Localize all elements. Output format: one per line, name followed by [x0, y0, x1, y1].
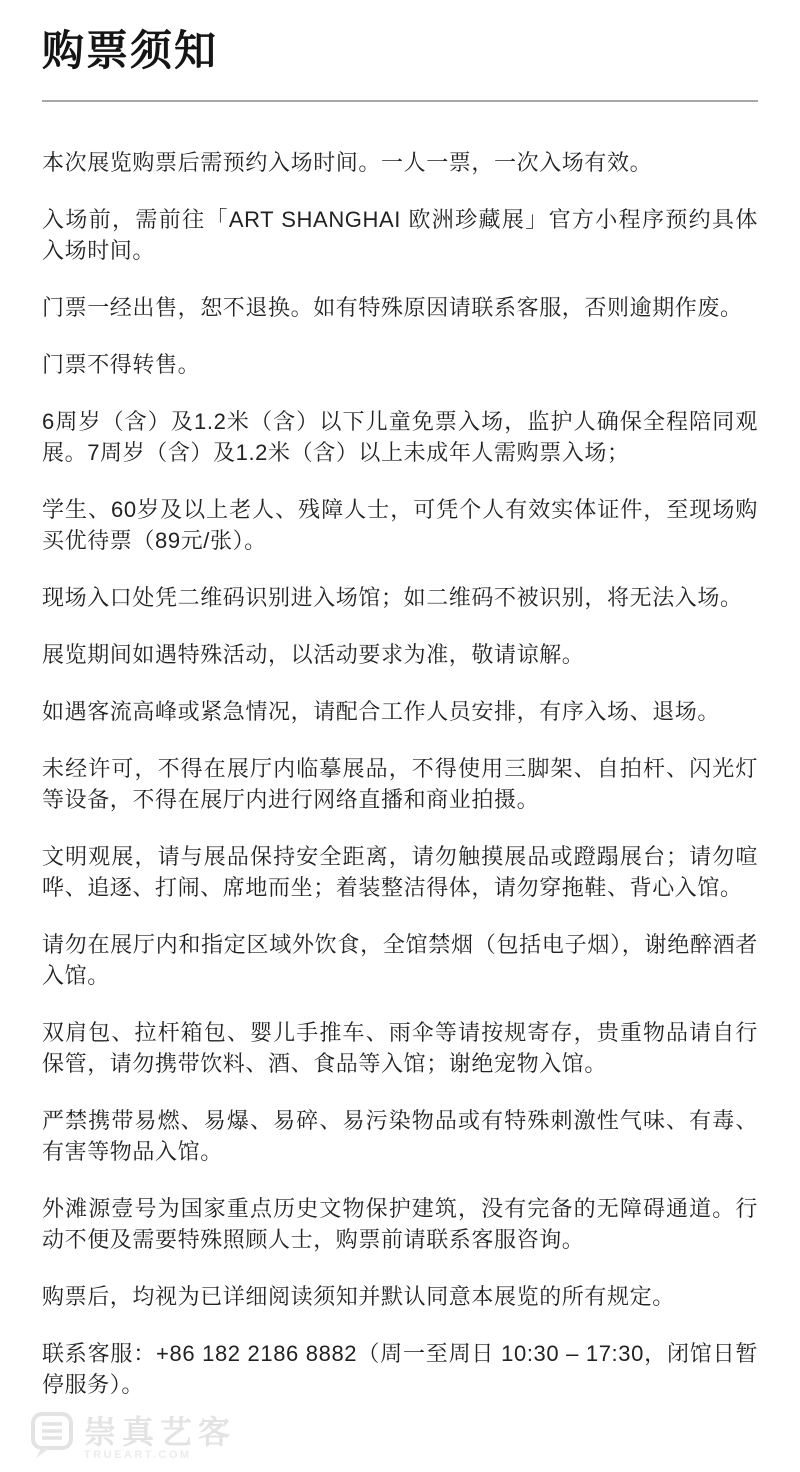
watermark-brand: 崇真艺客 — [84, 1414, 237, 1450]
notice-paragraph: 现场入口处凭二维码识别进入场馆；如二维码不被识别，将无法入场。 — [42, 585, 743, 610]
watermark-text — [84, 1416, 236, 1461]
notice-paragraph: 展览期间如遇特殊活动，以活动要求为准，敬请谅解。 — [42, 642, 585, 667]
notice-paragraph: 门票不得转售。 — [42, 352, 201, 377]
notice-paragraph: 双肩包、拉杆箱包、婴儿手推车、雨伞等请按规寄存，贵重物品请自行保管，请勿携带饮料、酒、食品等入馆；谢绝宠物入馆。 — [42, 1020, 758, 1076]
notice-paragraph: 6周岁（含）及1.2米（含）以下儿童免票入场，监护人确保全程陪同观展。7周岁（含）及1.2米（含）以上未成年人需购票入场； — [42, 409, 758, 465]
notice-paragraph: 本次展览购票后需预约入场时间。一人一票，一次入场有效。 — [42, 150, 653, 175]
notice-paragraph: 入场前，需前往「ART SHANGHAI 欧洲珍藏展」官方小程序预约具体入场时间。 — [42, 207, 758, 263]
notice-paragraph: 外滩源壹号为国家重点历史文物保护建筑，没有完备的无障碍通道。行动不便及需要特殊照顾人士，购票前请联系客服咨询。 — [42, 1196, 758, 1252]
watermark — [30, 1411, 236, 1466]
notice-paragraph: 文明观展，请与展品保持安全距离，请勿触摸展品或蹬蹋展台；请勿喧哗、追逐、打闹、席地而坐；着装整洁得体，请勿穿拖鞋、背心入馆。 — [42, 844, 758, 900]
notice-paragraph: 购票后，均视为已详细阅读须知并默认同意本展览的所有规定。 — [42, 1284, 675, 1309]
notice-paragraph: 严禁携带易燃、易爆、易碎、易污染物品或有特殊刺激性气味、有毒、有害等物品入馆。 — [42, 1108, 758, 1164]
notice-paragraph: 门票一经出售，恕不退换。如有特殊原因请联系客服，否则逾期作废。 — [42, 295, 743, 320]
notice-paragraph: 请勿在展厅内和指定区域外饮食，全馆禁烟（包括电子烟），谢绝醉酒者入馆。 — [42, 932, 758, 988]
notice-paragraph: 联系客服：+86 182 2186 8882（周一至周日 10:30 – 17:30，闭馆日暂停服务）。 — [42, 1341, 758, 1397]
notice-paragraph: 未经许可，不得在展厅内临摹展品，不得使用三脚架、自拍杆、闪光灯等设备，不得在展厅内进行网络直播和商业拍摄。 — [42, 756, 758, 812]
notice-paragraph: 如遇客流高峰或紧急情况，请配合工作人员安排，有序入场、退场。 — [42, 699, 721, 724]
notice-paragraph-list — [42, 147, 758, 1400]
notice-paragraph: 学生、60岁及以上老人、残障人士，可凭个人有效实体证件，至现场购买优待票（89元/张）。 — [42, 497, 758, 553]
watermark-site: TRUEART.COM — [84, 1449, 192, 1461]
title-divider — [42, 100, 758, 102]
speech-bubble-document-icon — [30, 1411, 76, 1466]
page-title: 购票须知 — [42, 27, 219, 74]
